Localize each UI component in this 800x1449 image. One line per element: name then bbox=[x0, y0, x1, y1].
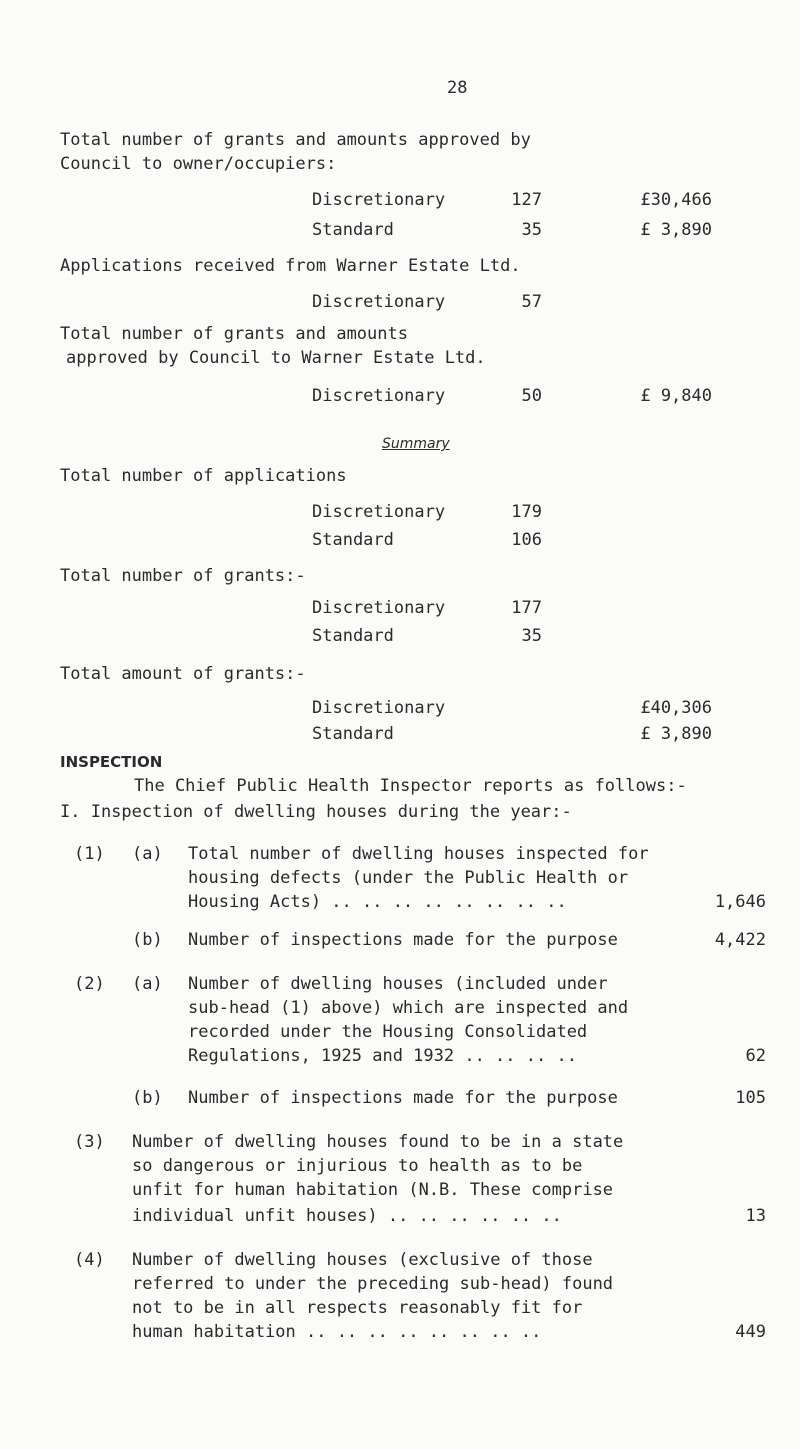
item-4-value: 449 bbox=[735, 1322, 766, 1342]
warner-applications-label: Discretionary bbox=[312, 292, 446, 312]
item-1b-line1: Number of inspections made for the purpose bbox=[188, 930, 618, 950]
warner-applications-count: 57 bbox=[521, 292, 542, 312]
item-2b-sub: (b) bbox=[132, 1088, 163, 1108]
warner-approved-heading-line1: Total number of grants and amounts bbox=[60, 324, 408, 344]
item-1b-value: 4,422 bbox=[714, 930, 766, 950]
item-2b-value: 105 bbox=[735, 1088, 766, 1108]
item-3-value: 13 bbox=[745, 1206, 766, 1226]
item-4-line1: Number of dwelling houses (exclusive of those bbox=[132, 1250, 593, 1270]
warner-applications-heading: Applications received from Warner Estate Ltd. bbox=[60, 256, 521, 276]
summary-amounts-standard-amount: £ 3,890 bbox=[640, 724, 712, 744]
owner-heading-line1: Total number of grants and amounts approved by bbox=[60, 130, 531, 150]
summary-amounts-discretionary-amount: £40,306 bbox=[640, 698, 712, 718]
owner-standard-label: Standard bbox=[312, 220, 394, 240]
inspection-section-heading: I. Inspection of dwelling houses during the year:- bbox=[60, 802, 572, 822]
summary-applications-standard-count: 106 bbox=[511, 530, 542, 550]
owner-discretionary-amount: £30,466 bbox=[640, 190, 712, 210]
item-1a-value: 1,646 bbox=[714, 892, 766, 912]
item-1a-line3: Housing Acts) .. .. .. .. .. .. .. .. bbox=[188, 892, 567, 912]
page-number: 28 bbox=[447, 78, 468, 98]
item-1-number: (1) bbox=[74, 844, 105, 864]
warner-approved-heading-line2: approved by Council to Warner Estate Ltd. bbox=[66, 348, 486, 368]
item-2a-line3: recorded under the Housing Consolidated bbox=[188, 1022, 588, 1042]
item-2a-value: 62 bbox=[745, 1046, 766, 1066]
item-2a-line1: Number of dwelling houses (included under bbox=[188, 974, 608, 994]
summary-applications-heading: Total number of applications bbox=[60, 466, 347, 486]
item-1a-sub: (a) bbox=[132, 844, 163, 864]
inspection-intro: The Chief Public Health Inspector reports as follows:- bbox=[134, 776, 687, 796]
owner-standard-amount: £ 3,890 bbox=[640, 220, 712, 240]
warner-approved-count: 50 bbox=[521, 386, 542, 406]
owner-standard-count: 35 bbox=[521, 220, 542, 240]
item-4-line4: human habitation .. .. .. .. .. .. .. .. bbox=[132, 1322, 542, 1342]
item-2a-line2: sub-head (1) above) which are inspected and bbox=[188, 998, 629, 1018]
owner-discretionary-label: Discretionary bbox=[312, 190, 446, 210]
item-1a-line1: Total number of dwelling houses inspected for bbox=[188, 844, 649, 864]
warner-approved-amount: £ 9,840 bbox=[640, 386, 712, 406]
item-3-line4: individual unfit houses) .. .. .. .. .. .. bbox=[132, 1206, 562, 1226]
summary-amounts-standard-label: Standard bbox=[312, 724, 394, 744]
owner-discretionary-count: 127 bbox=[511, 190, 542, 210]
owner-heading-line2: Council to owner/occupiers: bbox=[60, 154, 337, 174]
item-2-number: (2) bbox=[74, 974, 105, 994]
item-3-number: (3) bbox=[74, 1132, 105, 1152]
summary-applications-standard-label: Standard bbox=[312, 530, 394, 550]
summary-grants-discretionary-label: Discretionary bbox=[312, 598, 446, 618]
item-4-number: (4) bbox=[74, 1250, 105, 1270]
summary-applications-discretionary-count: 179 bbox=[511, 502, 542, 522]
summary-amounts-discretionary-label: Discretionary bbox=[312, 698, 446, 718]
summary-grants-standard-label: Standard bbox=[312, 626, 394, 646]
item-1a-line2: housing defects (under the Public Health or bbox=[188, 868, 629, 888]
warner-approved-label: Discretionary bbox=[312, 386, 446, 406]
item-2a-line4: Regulations, 1925 and 1932 .. .. .. .. bbox=[188, 1046, 577, 1066]
summary-title: Summary bbox=[382, 436, 450, 452]
item-3-line3: unfit for human habitation (N.B. These comprise bbox=[132, 1180, 614, 1200]
item-3-line2: so dangerous or injurious to health as to be bbox=[132, 1156, 583, 1176]
summary-amounts-heading: Total amount of grants:- bbox=[60, 664, 306, 684]
inspection-title: INSPECTION bbox=[60, 753, 163, 771]
summary-grants-discretionary-count: 177 bbox=[511, 598, 542, 618]
item-2a-sub: (a) bbox=[132, 974, 163, 994]
item-2b-line1: Number of inspections made for the purpose bbox=[188, 1088, 618, 1108]
item-3-line1: Number of dwelling houses found to be in a state bbox=[132, 1132, 624, 1152]
item-4-line2: referred to under the preceding sub-head) found bbox=[132, 1274, 614, 1294]
summary-grants-standard-count: 35 bbox=[521, 626, 542, 646]
summary-applications-discretionary-label: Discretionary bbox=[312, 502, 446, 522]
item-1b-sub: (b) bbox=[132, 930, 163, 950]
summary-grants-heading: Total number of grants:- bbox=[60, 566, 306, 586]
item-4-line3: not to be in all respects reasonably fit for bbox=[132, 1298, 583, 1318]
